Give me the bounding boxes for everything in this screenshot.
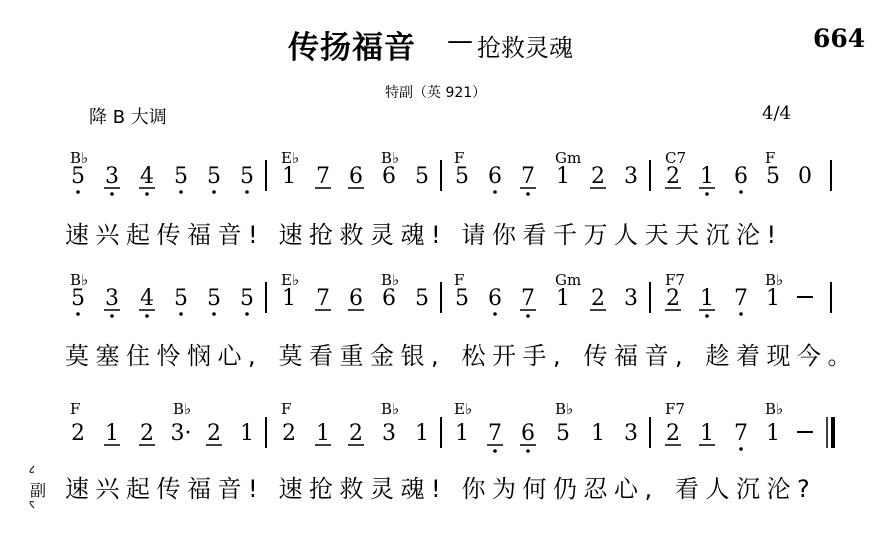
note: 1: [282, 286, 296, 311]
chord-symbol: B♭: [765, 271, 784, 289]
chord-symbol: Gm: [555, 271, 582, 289]
note: 1: [415, 421, 429, 446]
hymn-subtitle: 抢救灵魂: [477, 34, 573, 62]
note: 1: [700, 164, 714, 189]
low-octave-dot: [705, 314, 709, 318]
note: 6: [488, 286, 502, 311]
note: 5: [71, 164, 85, 189]
lyric-char: 手: [522, 342, 547, 370]
lyric-char: 福: [614, 342, 638, 370]
low-octave-dot: [526, 192, 530, 196]
lyric-char: 救: [339, 475, 364, 503]
hymn-title: 传扬福音: [288, 30, 416, 66]
lyric-char: 沦: [736, 221, 760, 249]
chord-symbol: B♭: [70, 271, 89, 289]
lyric-char: 重: [339, 342, 364, 370]
lyric-char: 福: [187, 475, 211, 503]
note: 1: [700, 286, 714, 311]
note: 5: [174, 286, 188, 311]
lyric-char: 音: [644, 342, 669, 370]
low-octave-dot: [245, 312, 249, 316]
chord-symbol: E♭: [281, 149, 300, 167]
low-octave-dot: [179, 190, 183, 194]
lyric-char: 起: [126, 475, 150, 503]
lyric-char: 万: [583, 221, 608, 249]
lyric-char: 速: [278, 475, 303, 503]
note: 6: [349, 164, 363, 189]
note: 1: [240, 421, 254, 446]
lyric-char: 悯: [187, 342, 211, 370]
lyric-char: 心: [614, 475, 638, 503]
time-signature: 4/4: [762, 103, 791, 124]
note: 1: [105, 421, 119, 446]
lyric-char: 灵: [370, 221, 394, 249]
note: 2: [666, 286, 680, 311]
note: 1: [556, 286, 570, 311]
low-octave-dot: [526, 449, 530, 453]
note: 7: [316, 286, 330, 311]
note: 2: [591, 164, 605, 189]
note: 5: [207, 164, 221, 189]
lyric-char: 着: [736, 342, 760, 370]
lyric-char: 怜: [156, 342, 181, 370]
chorus-tag: 副: [30, 481, 47, 500]
lyric-char: ,: [248, 342, 256, 370]
lyric-char: ,: [553, 342, 561, 370]
note: 1: [556, 164, 570, 189]
lyric-char: 音: [217, 475, 242, 503]
lyric-char: 天: [644, 221, 669, 249]
low-octave-dot: [526, 314, 530, 318]
low-octave-dot: [493, 449, 497, 453]
note: 7: [734, 421, 748, 446]
note: 7: [521, 164, 535, 189]
lyric-char: 传: [583, 342, 608, 370]
note: 2: [591, 286, 605, 311]
chord-symbol: E♭: [281, 271, 300, 289]
note: 5: [556, 421, 570, 446]
lyric-char: 塞: [95, 342, 120, 370]
note: 1: [700, 421, 714, 446]
lyric-char: 现: [766, 342, 791, 370]
lyric-char: 灵: [370, 475, 394, 503]
note: 5: [455, 164, 469, 189]
note: 3: [624, 421, 638, 446]
note: 5: [240, 286, 254, 311]
low-octave-dot: [145, 192, 149, 196]
chord-symbol: E♭: [454, 400, 473, 418]
low-octave-dot: [179, 312, 183, 316]
low-octave-dot: [110, 192, 114, 196]
lyric-char: 魂: [400, 475, 425, 503]
lyric-char: 速: [65, 475, 89, 503]
note: 5: [455, 286, 469, 311]
lyric-char: 魂: [400, 221, 425, 249]
note: 3·: [170, 421, 192, 446]
lyric-char: 人: [705, 475, 730, 503]
low-octave-dot: [245, 190, 249, 194]
lyric-char: 音: [217, 221, 242, 249]
note: 6: [382, 164, 396, 189]
lyric-char: 速: [65, 221, 89, 249]
chord-symbol: B♭: [173, 400, 192, 418]
chord-symbol: B♭: [381, 149, 400, 167]
chord-symbol: F: [70, 400, 81, 418]
low-octave-dot: [212, 312, 216, 316]
low-octave-dot: [76, 190, 80, 194]
key-signature: 降 B 大调: [89, 107, 167, 128]
lyric-char: 趁: [705, 342, 730, 370]
lyric-char: 沉: [705, 221, 730, 249]
lyric-char: 银: [400, 342, 425, 370]
note: 6: [734, 164, 748, 189]
lyric-char: 请: [461, 221, 486, 249]
note: 6: [349, 286, 363, 311]
note: 1: [591, 421, 605, 446]
note: 3: [105, 286, 119, 311]
note: 3: [624, 164, 638, 189]
lyric-char: 何: [522, 475, 547, 503]
note: 5: [240, 164, 254, 189]
lyric-char: ,: [431, 342, 439, 370]
note: 2: [71, 421, 85, 446]
lyric-char: 沦: [766, 475, 791, 503]
lyric-char: ?: [797, 475, 810, 503]
lyric-char: 救: [339, 221, 364, 249]
lyric-char: 沉: [736, 475, 760, 503]
low-octave-dot: [493, 190, 497, 194]
lyric-char: 为: [492, 475, 516, 503]
note: 7: [316, 164, 330, 189]
lyric-char: 看: [522, 221, 547, 249]
low-octave-dot: [145, 314, 149, 318]
low-octave-dot: [493, 312, 497, 316]
chord-symbol: F7: [665, 271, 685, 289]
note: 5: [71, 286, 85, 311]
lyric-char: !: [431, 221, 441, 249]
low-octave-dot: [739, 447, 743, 451]
lyric-char: 莫: [65, 342, 89, 370]
lyric-char: 起: [126, 221, 150, 249]
note: 1: [316, 421, 330, 446]
lyric-char: 千: [553, 221, 577, 249]
lyric-char: 你: [492, 221, 516, 249]
note: 5: [766, 164, 780, 189]
low-octave-dot: [212, 190, 216, 194]
chord-symbol: F: [454, 271, 465, 289]
note: 3: [105, 164, 119, 189]
lyric-char: !: [248, 475, 258, 503]
note: 5: [207, 286, 221, 311]
note: 7: [734, 286, 748, 311]
low-octave-dot: [76, 312, 80, 316]
lyric-char: !: [766, 221, 777, 249]
note: 4: [140, 164, 154, 189]
note: 1: [282, 164, 296, 189]
chord-symbol: B♭: [555, 400, 574, 418]
lyric-char: 心: [217, 342, 242, 370]
lyric-char: 抢: [309, 475, 333, 503]
note: 5: [415, 164, 429, 189]
note: 2: [666, 164, 680, 189]
lyric-char: 传: [156, 221, 181, 249]
chord-symbol: B♭: [765, 400, 784, 418]
lyric-char: 速: [278, 221, 303, 249]
chord-symbol: F: [765, 149, 776, 167]
chord-symbol: B♭: [70, 149, 89, 167]
lyric-char: 福: [187, 221, 211, 249]
low-octave-dot: [739, 190, 743, 194]
lyric-char: !: [431, 475, 441, 503]
note: 6: [521, 421, 535, 446]
note: 7: [521, 286, 535, 311]
title-separator: —: [447, 26, 473, 56]
low-octave-dot: [110, 314, 114, 318]
lyric-char: 兴: [95, 475, 120, 503]
chord-symbol: F: [454, 149, 465, 167]
note: 0: [798, 164, 812, 189]
note: 6: [488, 164, 502, 189]
note: 3: [624, 286, 638, 311]
note: 7: [488, 421, 502, 446]
hymn-number: 664: [813, 24, 866, 53]
lyric-char: ,: [644, 475, 653, 503]
chord-symbol: C7: [665, 149, 687, 167]
chord-symbol: Gm: [555, 149, 582, 167]
lyric-char: 人: [614, 221, 638, 249]
note: 2: [349, 421, 363, 446]
hymn-source: 特副（英 921）: [385, 85, 487, 101]
lyric-char: 忍: [583, 475, 608, 503]
note: 1: [766, 421, 780, 446]
lyric-char: 天: [675, 221, 699, 249]
lyric-char: 松: [461, 342, 486, 370]
lyric-char: 抢: [309, 221, 333, 249]
lyric-char: 你: [461, 475, 486, 503]
lyric-char: 莫: [278, 342, 303, 370]
note: 1: [455, 421, 469, 446]
note: 2: [140, 421, 154, 446]
chord-symbol: B♭: [381, 400, 400, 418]
lyric-char: 住: [126, 342, 150, 370]
note: 6: [382, 286, 396, 311]
lyric-char: 看: [309, 342, 333, 370]
note: 2: [282, 421, 296, 446]
lyric-char: 金: [370, 342, 394, 370]
note: 5: [415, 286, 429, 311]
chord-symbol: F: [281, 400, 292, 418]
lyric-char: 兴: [95, 221, 120, 249]
note: 2: [666, 421, 680, 446]
lyric-char: 今: [797, 342, 821, 370]
note: 1: [766, 286, 780, 311]
lyric-char: 看: [675, 475, 699, 503]
note: 2: [207, 421, 221, 446]
lyric-char: 传: [156, 475, 181, 503]
lyric-char: 仍: [553, 475, 577, 503]
lyric-char: 。: [827, 342, 852, 370]
chord-symbol: F7: [665, 400, 685, 418]
note: 3: [382, 421, 396, 446]
lyric-char: ,: [675, 342, 683, 370]
note: 4: [140, 286, 154, 311]
low-octave-dot: [739, 312, 743, 316]
lyric-char: 开: [492, 342, 516, 370]
chord-symbol: B♭: [381, 271, 400, 289]
low-octave-dot: [705, 192, 709, 196]
lyric-char: !: [248, 221, 258, 249]
note: 5: [174, 164, 188, 189]
